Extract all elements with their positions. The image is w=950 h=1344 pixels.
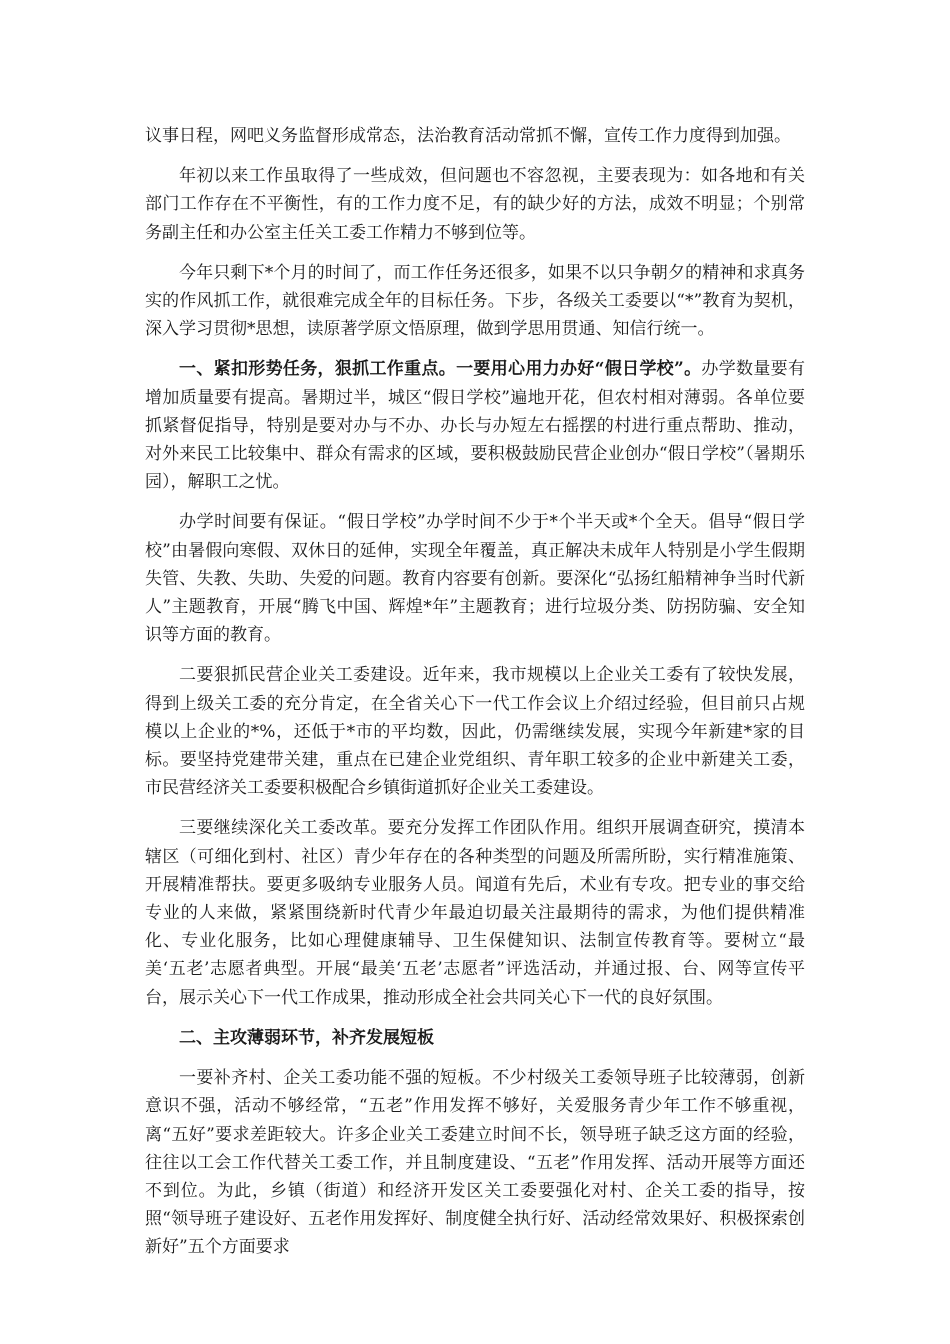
paragraph-private-enterprise: 二要狠抓民营企业关工委建设。近年来，我市规模以上企业关工委有了较快发展，得到上级关工委的充分肯定，在全省关心下一代工作会议上介绍过经验，但目前只占规模以上企业的*%，还低于*市的平均数，因此，仍需继续发展，实现今年新建*家的目标。要坚持党建带关建，重点在已建企业党组织、青年职工较多的企业中新建关工委，市民营经济关工委要积极配合乡镇街道抓好企业关工委建设。 xyxy=(145,665,805,799)
section-heading-two: 二、主攻薄弱环节，补齐发展短板 xyxy=(179,1027,434,1048)
section-one-body: 办学数量要有增加质量要有提高。暑期过半，城区“假日学校”遍地开花，但农村相对薄弱。各单位要抓紧督促指导，特别是要对办与不办、办长与办短左右摇摆的村进行重点帮助、推动，对外来民工比较集中、群众有需求的区域，要积极鼓励民营企业创办“假日学校”（暑期乐园），解职工之忧。 xyxy=(145,359,805,493)
document-page xyxy=(145,122,805,1274)
paragraph-problems: 年初以来工作虽取得了一些成效，但问题也不容忽视，主要表现为：如各地和有关部门工作存在不平衡性，有的工作力度不足，有的缺少好的方法，成效不明显；个别常务副主任和办公室主任关工委工作精力不够到位等。 xyxy=(145,166,805,243)
paragraph-village-enterprise: 一要补齐村、企关工委功能不强的短板。不少村级关工委领导班子比较薄弱，创新意识不强，活动不够经常，“五老”作用发挥不够好，关爱服务青少年工作不够重视，离“五好”要求差距较大。许多企业关工委建立时间不长，领导班子缺乏这方面的经验，往往以工会工作代替关工委工作，并且制度建设、“五老”作用发挥、活动开展等方面还不到位。为此，乡镇（街道）和经济开发区关工委要强化对村、企关工委的指导，按照“领导班子建设好、五老作用发挥好、制度健全执行好、活动经常效果好、积极探索创新好”五个方面要求 xyxy=(145,1068,805,1258)
section-heading-one: 一、紧扣形势任务，狠抓工作重点。一要用心用力办好“假日学校”。 xyxy=(179,359,702,380)
paragraph-reform: 三要继续深化关工委改革。要充分发挥工作团队作用。组织开展调查研究，摸清本辖区（可细化到村、社区）青少年存在的各种类型的问题及所需所盼，实行精准施策、开展精准帮扶。要更多吸纳专业服务人员。闻道有先后，术业有专攻。把专业的事交给专业的人来做，紧紧围绕新时代青少年最迫切最关注最期待的需求，为他们提供精准化、专业化服务，比如心理健康辅导、卫生保健知识、法制宣传教育等。要树立“最美‘五老’志愿者典型。开展“最美‘五老’志愿者”评选活动，并通过报、台、网等宣传平台，展示关心下一代工作成果，推动形成全社会共同关心下一代的良好氛围。 xyxy=(145,818,805,1008)
paragraph-remaining-tasks: 今年只剩下*个月的时间了，而工作任务还很多，如果不以只争朝夕的精神和求真务实的作风抓工作，就很难完成全年的目标任务。下步，各级关工委要以“*”教育为契机，深入学习贯彻*思想，读原著学原文悟原理，做到学思用贯通、知信行统一。 xyxy=(145,262,805,340)
paragraph-continuation: 议事日程，网吧义务监督形成常态，法治教育活动常抓不懈，宣传工作力度得到加强。 xyxy=(145,126,791,146)
paragraph-school-time: 办学时间要有保证。“假日学校”办学时间不少于*个半天或*个全天。倡导“假日学校”由暑假向寒假、双休日的延伸，实现全年覆盖，真正解决未成年人特别是小学生假期失管、失教、失助、失爱的问题。教育内容要有创新。要深化“弘扬红船精神争当时代新人”主题教育，开展“腾飞中国、辉煌*年”主题教育；进行垃圾分类、防拐防骗、安全知识等方面的教育。 xyxy=(145,512,805,646)
paragraph-section-one xyxy=(145,355,805,496)
